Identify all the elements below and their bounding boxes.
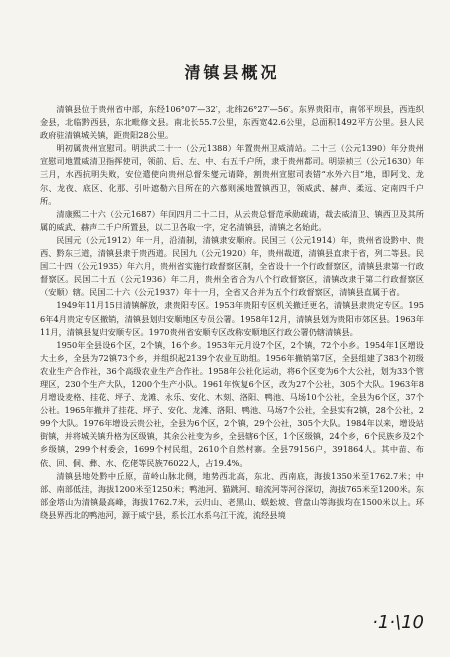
paragraph-location: 清镇县位于贵州省中部，东经106°07′—32′，北纬26°27′—56′。东界贵阳市，南邻平坝县，西连织金县，北临黔西县，东北毗修文县。南北长55.7公里，东西宽42.6公里，总面积1492平方公里。县人民政府驻清镇城关镇，距贵阳28公里。 [40,104,424,141]
page-title: 清镇县概况 [184,63,280,82]
body-text [40,103,424,522]
page-number: ·1·\10 [372,612,424,633]
paragraph-liberation-history: 1949年11月15日清镇解放，隶贵阳专区。1953年贵阳专区机关撤迁更名，清镇县隶贵定专区。1956年4月贵定专区撤销，清镇县划归安顺地区专员公署。1958年12月，清镇县划为贵阳市郊区县。1963年11月，清镇县复归安顺专区。1970贵州省安顺专区改称安顺地区行政公署仍辖清镇县。 [40,300,424,337]
paragraph-administrative-divisions: 1950年全县设6个区，2个镇，16个乡。1953年元月设7个区，2个镇，72个小乡。1954年1区增设大土乡，全县为72镇73个乡，并组织起2139个农业互助组。1956年撤销第7区，全县组建了383个初级农业生产合作社，36个高级农业生产合作社。1958年公社化运动，将6个区变为6个大公社，划为33个管理区，230个生产大队，1200个生产小队。1961年恢复6个区，改为27个公社，305个大队。1963年8月增设麦格、挂花、坪子、龙滩、永乐、安化、木刻、洛阳、鸭池、马场10个公社，全县为6个区，37个公社。1965年撤并了挂花、坪子、安化、龙滩、洛阳、鸭池、马场7个公社，全县实有2镇，28个公社，299个大队。1976年增设云贵公社，全县为6个区，2个镇，29个公社，305个大队。1984年以来，增设站街镇，并将城关镇升格为区级镇，其余公社变为乡，全县辖6个区，1个区级镇，24个乡，6个民族乡及2个乡级镇，299个村委会，1699个村民组，2610个自然村寨。全县79156户，391864人。其中苗、布依、回、侗、彝、水、仡佬等民族76022人，占19.4%。 [40,339,424,468]
paragraph-geography: 清镇县地处黔中丘原，苗岭山脉北侧，地势西北高，东北、西南底，海拔1350米至1762.7米；中部、南部低洼，海拔1200米至1250米；鸭池河、猫跳河、暗流河等河谷深切，海拔765米至1200米。东部金塔山为清镇最高峰，海拔1762.7米，云归山、老黑山、蜈蚣坡、营盘山等海拔均在1500米以上。环绕县界西北的鸭池河，源于威宁县，系长江水系乌江干流，流经县境 [40,470,424,520]
paragraph-republic-history: 民国元（公元1912）年一月，沿清制，清镇隶安顺府。民国三（公元1914）年，贵州省设黔中、贵西、黔东三道，清镇县隶于贵西道。民国九（公元1920）年，贵州裁道，清镇县直隶于省，列二等县。民国二十四（公元1935）年六月，贵州省实施行政督察区制，全省设十一个行政督察区，清镇县隶第一行政督察区。民国二十五（公元1936）年二月，贵州全省合为八个行政督察区，清镇改隶于第二行政督察区（安顺）辖。民国二十六（公元1937）年十一月，全省又合并为五个行政督察区，清镇县直属于省。 [40,234,424,298]
paragraph-ming-history: 明初属贵州宣慰司。明洪武二十一（公元1388）年置贵州卫威清站。二十三（公元1390）年分贵州宣慰司地置威清卫指挥使司，领前、后、左、中、右五千户所，隶于贵州都司。明崇祯三（公元1630）年三月，水西抗明失败，安位遣使向贵州总督朱燮元请降，割贵州宣慰司表错“水外六目”地，即阿戈、龙尔、龙夜、底区、化那、引叶遮勒六目所在的六慕则溪地置镇西卫，领威武、赫声、柔远、定南四千户所。 [40,143,424,206]
paragraph-qing-history: 清康熙二十六（公元1687）年闰四月二十二日，从云贵总督范承勋疏请，裁去威清卫、镇西卫及其所属的威武、赫声二千户所置县，以二卫各取一字，定名清镇县，清镇之名始此。 [40,208,424,232]
